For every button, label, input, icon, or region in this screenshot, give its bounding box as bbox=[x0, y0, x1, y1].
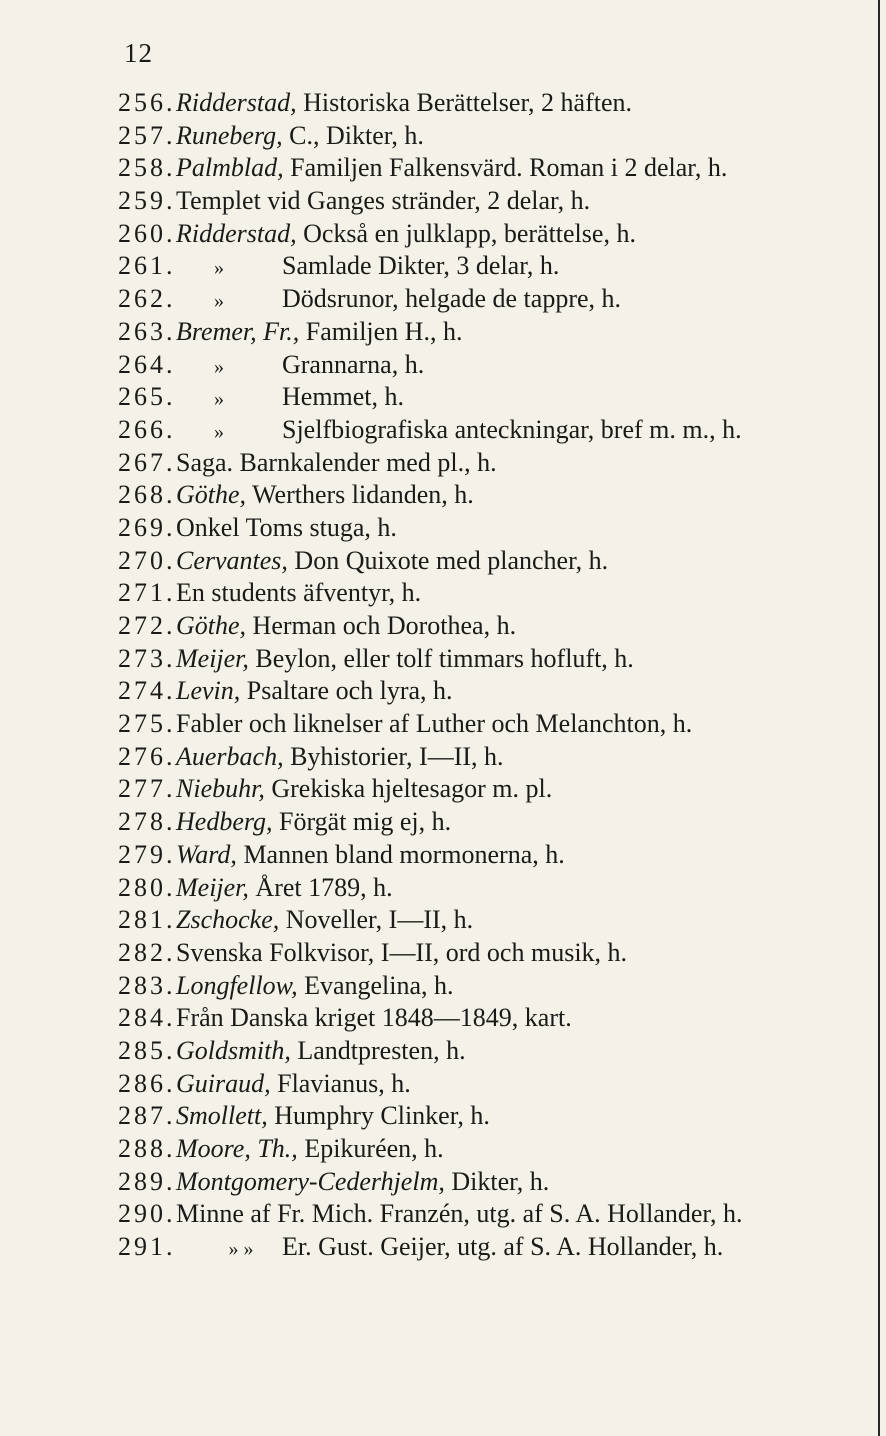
catalog-entry bbox=[118, 610, 838, 643]
entry-number: 258. bbox=[118, 153, 176, 183]
entry-text bbox=[176, 545, 608, 578]
entry-text bbox=[176, 316, 462, 349]
catalog-entry bbox=[118, 1231, 838, 1264]
entry-author: Ridderstad, bbox=[176, 88, 297, 117]
entry-author: Auerbach, bbox=[176, 741, 284, 771]
entry-number: 270. bbox=[118, 545, 176, 575]
entry-number: 282. bbox=[118, 937, 176, 967]
entry-title: Dödsrunor, helgade de tappre, h. bbox=[282, 284, 622, 314]
catalog-entry bbox=[118, 87, 838, 120]
entry-title: Don Quixote med plancher, h. bbox=[287, 545, 609, 575]
entry-text bbox=[176, 381, 404, 416]
page-number: 12 bbox=[124, 38, 153, 68]
entry-title: Historiska Berättelser, 2 häften. bbox=[296, 88, 633, 117]
entry-number: 268. bbox=[118, 480, 176, 510]
entry-author: Cervantes, bbox=[176, 545, 288, 575]
entry-author: Göthe, bbox=[176, 480, 247, 510]
entry-title: Templet vid Ganges stränder, 2 delar, h. bbox=[176, 186, 591, 216]
ditto-mark: » bbox=[214, 290, 224, 313]
entry-number: 266. bbox=[118, 414, 176, 444]
ditto-mark: » » bbox=[228, 1238, 254, 1261]
entry-number: 283. bbox=[118, 970, 176, 1000]
entry-title: Hemmet, h. bbox=[282, 382, 405, 412]
entry-text bbox=[176, 1100, 490, 1133]
entry-text bbox=[176, 970, 454, 1003]
entry-text bbox=[176, 1198, 743, 1231]
entry-title: Fabler och liknelser af Luther och Melanchton, h. bbox=[176, 709, 693, 739]
page-edge-line bbox=[878, 0, 880, 1436]
entry-number: 272. bbox=[118, 611, 176, 640]
entry-text bbox=[176, 839, 565, 872]
entry-title: Också en julklapp, berättelse, h. bbox=[296, 218, 636, 248]
entry-text bbox=[176, 479, 474, 512]
catalog-entry bbox=[118, 479, 838, 512]
catalog-entry bbox=[118, 708, 838, 741]
catalog-entry bbox=[118, 512, 838, 545]
catalog-entry bbox=[118, 806, 838, 839]
entry-number: 259. bbox=[118, 186, 176, 216]
entry-number: 261. bbox=[118, 251, 176, 281]
entry-author: Zschocke, bbox=[176, 905, 280, 935]
catalog-entry bbox=[118, 904, 838, 937]
entry-number: 260. bbox=[118, 218, 176, 248]
catalog-entry bbox=[118, 545, 838, 578]
entry-author: Meijer, bbox=[176, 643, 249, 673]
catalog-entry bbox=[118, 1068, 838, 1101]
entry-author: Palmblad, bbox=[176, 153, 284, 183]
entry-title: Förgät mig ej, h. bbox=[272, 807, 452, 837]
entry-number: 277. bbox=[118, 774, 176, 804]
entry-number: 263. bbox=[118, 316, 176, 346]
catalog-entry bbox=[118, 773, 838, 806]
entry-author: Moore, Th., bbox=[176, 1134, 298, 1163]
entry-text bbox=[176, 250, 559, 285]
catalog-entry bbox=[118, 1133, 838, 1166]
entry-title: Epikuréen, h. bbox=[297, 1134, 444, 1163]
entry-text bbox=[176, 675, 453, 708]
entry-text bbox=[176, 806, 451, 839]
entry-author: Ridderstad, bbox=[176, 218, 297, 248]
entry-author: Smollett, bbox=[176, 1101, 268, 1131]
catalog-entry bbox=[118, 218, 838, 251]
entry-author: Meijer, bbox=[176, 872, 249, 902]
catalog-entry bbox=[118, 1198, 838, 1231]
catalog-entry bbox=[118, 250, 838, 283]
entry-number: 262. bbox=[118, 284, 176, 314]
entry-number: 256. bbox=[118, 88, 176, 117]
entry-author: Bremer, Fr., bbox=[176, 316, 300, 346]
ditto-mark: » bbox=[214, 420, 224, 443]
entry-text bbox=[176, 283, 621, 318]
entry-text bbox=[176, 447, 497, 480]
entry-text bbox=[176, 87, 632, 120]
catalog-entry bbox=[118, 414, 838, 447]
entry-number: 278. bbox=[118, 807, 176, 837]
entry-title: Sjelfbiografiska anteckningar, bref m. m., h. bbox=[282, 414, 742, 444]
entry-number: 288. bbox=[118, 1134, 176, 1163]
catalog-entry bbox=[118, 1100, 838, 1133]
catalog-entry bbox=[118, 741, 838, 774]
entry-title: Svenska Folkvisor, I—II, ord och musik, h. bbox=[176, 937, 628, 967]
entry-title: Minne af Fr. Mich. Franzén, utg. af S. A. Hollander, h. bbox=[176, 1199, 743, 1229]
entry-title: Werthers lidanden, h. bbox=[246, 480, 474, 510]
entry-title: Onkel Toms stuga, h. bbox=[176, 512, 397, 542]
entry-text bbox=[176, 512, 397, 545]
entry-title: Er. Gust. Geijer, utg. af S. A. Hollander, h. bbox=[282, 1232, 724, 1262]
catalog-entry-list bbox=[118, 87, 838, 1264]
entry-number: 274. bbox=[118, 676, 176, 706]
entry-text bbox=[176, 577, 421, 610]
catalog-entry bbox=[118, 283, 838, 316]
entry-number: 291. bbox=[118, 1232, 176, 1262]
entry-title: Psaltare och lyra, h. bbox=[240, 676, 453, 706]
entry-author: Goldsmith, bbox=[176, 1035, 291, 1065]
entry-title: Familjen H., h. bbox=[299, 316, 463, 346]
entry-title: Saga. Barnkalender med pl., h. bbox=[176, 447, 497, 477]
entry-number: 285. bbox=[118, 1035, 176, 1065]
catalog-entry bbox=[118, 447, 838, 480]
entry-title: Året 1789, h. bbox=[248, 872, 393, 902]
catalog-entry bbox=[118, 1166, 838, 1199]
entry-number: 281. bbox=[118, 905, 176, 935]
entry-author: Longfellow, bbox=[176, 970, 298, 1000]
catalog-entry bbox=[118, 675, 838, 708]
entry-author: Runeberg, bbox=[176, 120, 283, 150]
entry-title: En students äfventyr, h. bbox=[176, 578, 422, 608]
entry-title: Evangelina, h. bbox=[297, 970, 454, 1000]
entry-number: 280. bbox=[118, 872, 176, 902]
entry-title: Herman och Dorothea, h. bbox=[246, 611, 517, 640]
entry-title: Dikter, h. bbox=[444, 1166, 550, 1196]
catalog-entry bbox=[118, 185, 838, 218]
entry-title: Humphry Clinker, h. bbox=[267, 1101, 490, 1131]
catalog-entry bbox=[118, 1002, 838, 1035]
entry-text bbox=[176, 414, 742, 449]
catalog-entry bbox=[118, 839, 838, 872]
catalog-entry bbox=[118, 381, 838, 414]
entry-author: Hedberg, bbox=[176, 807, 273, 837]
entry-title: Samlade Dikter, 3 delar, h. bbox=[282, 251, 560, 281]
entry-number: 276. bbox=[118, 741, 176, 771]
catalog-entry bbox=[118, 120, 838, 153]
entry-number: 275. bbox=[118, 709, 176, 739]
entry-text bbox=[176, 218, 636, 251]
entry-title: C., Dikter, h. bbox=[282, 120, 424, 150]
entry-text bbox=[176, 708, 692, 741]
entry-number: 273. bbox=[118, 643, 176, 673]
entry-text bbox=[176, 904, 473, 937]
entry-title: Grekiska hjeltesagor m. pl. bbox=[264, 774, 553, 804]
catalog-entry bbox=[118, 577, 838, 610]
entry-author: Göthe, bbox=[176, 611, 247, 640]
entry-text bbox=[176, 610, 516, 643]
entry-number: 279. bbox=[118, 839, 176, 869]
entry-number: 267. bbox=[118, 447, 176, 477]
entry-text bbox=[176, 773, 552, 806]
catalog-entry bbox=[118, 643, 838, 676]
entry-text bbox=[176, 1133, 444, 1166]
entry-text bbox=[176, 1231, 723, 1266]
entry-text bbox=[176, 349, 424, 384]
entry-text bbox=[176, 741, 504, 774]
entry-title: Från Danska kriget 1848—1849, kart. bbox=[176, 1003, 572, 1033]
entry-text bbox=[176, 643, 634, 676]
entry-number: 257. bbox=[118, 120, 176, 150]
entry-number: 286. bbox=[118, 1068, 176, 1098]
entry-title: Landtpresten, h. bbox=[290, 1035, 466, 1065]
entry-title: Flavianus, h. bbox=[270, 1068, 411, 1098]
entry-number: 287. bbox=[118, 1101, 176, 1131]
ditto-mark: » bbox=[214, 388, 224, 411]
entry-title: Familjen Falkensvärd. Roman i 2 delar, h. bbox=[283, 153, 728, 183]
ditto-mark: » bbox=[214, 257, 224, 280]
entry-text bbox=[176, 1068, 411, 1101]
entry-text bbox=[176, 1002, 572, 1035]
entry-author: Ward, bbox=[176, 839, 237, 869]
entry-number: 290. bbox=[118, 1199, 176, 1229]
ditto-mark: » bbox=[214, 355, 224, 378]
entry-author: Montgomery-Cederhjelm, bbox=[176, 1166, 445, 1196]
entry-author: Guiraud, bbox=[176, 1068, 271, 1098]
catalog-entry bbox=[118, 970, 838, 1003]
entry-author: Niebuhr, bbox=[176, 774, 265, 804]
entry-text bbox=[176, 872, 393, 905]
entry-number: 284. bbox=[118, 1003, 176, 1033]
catalog-entry bbox=[118, 349, 838, 382]
entry-title: Noveller, I—II, h. bbox=[279, 905, 474, 935]
entry-title: Grannarna, h. bbox=[282, 349, 425, 379]
entry-text bbox=[176, 152, 727, 185]
catalog-entry bbox=[118, 872, 838, 905]
entry-number: 265. bbox=[118, 382, 176, 412]
entry-text bbox=[176, 1035, 466, 1068]
entry-text bbox=[176, 937, 627, 970]
catalog-entry bbox=[118, 316, 838, 349]
catalog-entry bbox=[118, 937, 838, 970]
entry-number: 271. bbox=[118, 578, 176, 608]
entry-text bbox=[176, 185, 590, 218]
catalog-entry bbox=[118, 152, 838, 185]
entry-number: 289. bbox=[118, 1166, 176, 1196]
entry-title: Mannen bland mormonerna, h. bbox=[236, 839, 565, 869]
entry-text bbox=[176, 1166, 549, 1199]
entry-title: Beylon, eller tolf timmars hofluft, h. bbox=[248, 643, 634, 673]
entry-author: Levin, bbox=[176, 676, 241, 706]
catalog-entry bbox=[118, 1035, 838, 1068]
entry-number: 264. bbox=[118, 349, 176, 379]
entry-text bbox=[176, 120, 424, 153]
entry-number: 269. bbox=[118, 512, 176, 542]
entry-title: Byhistorier, I—II, h. bbox=[283, 741, 504, 771]
